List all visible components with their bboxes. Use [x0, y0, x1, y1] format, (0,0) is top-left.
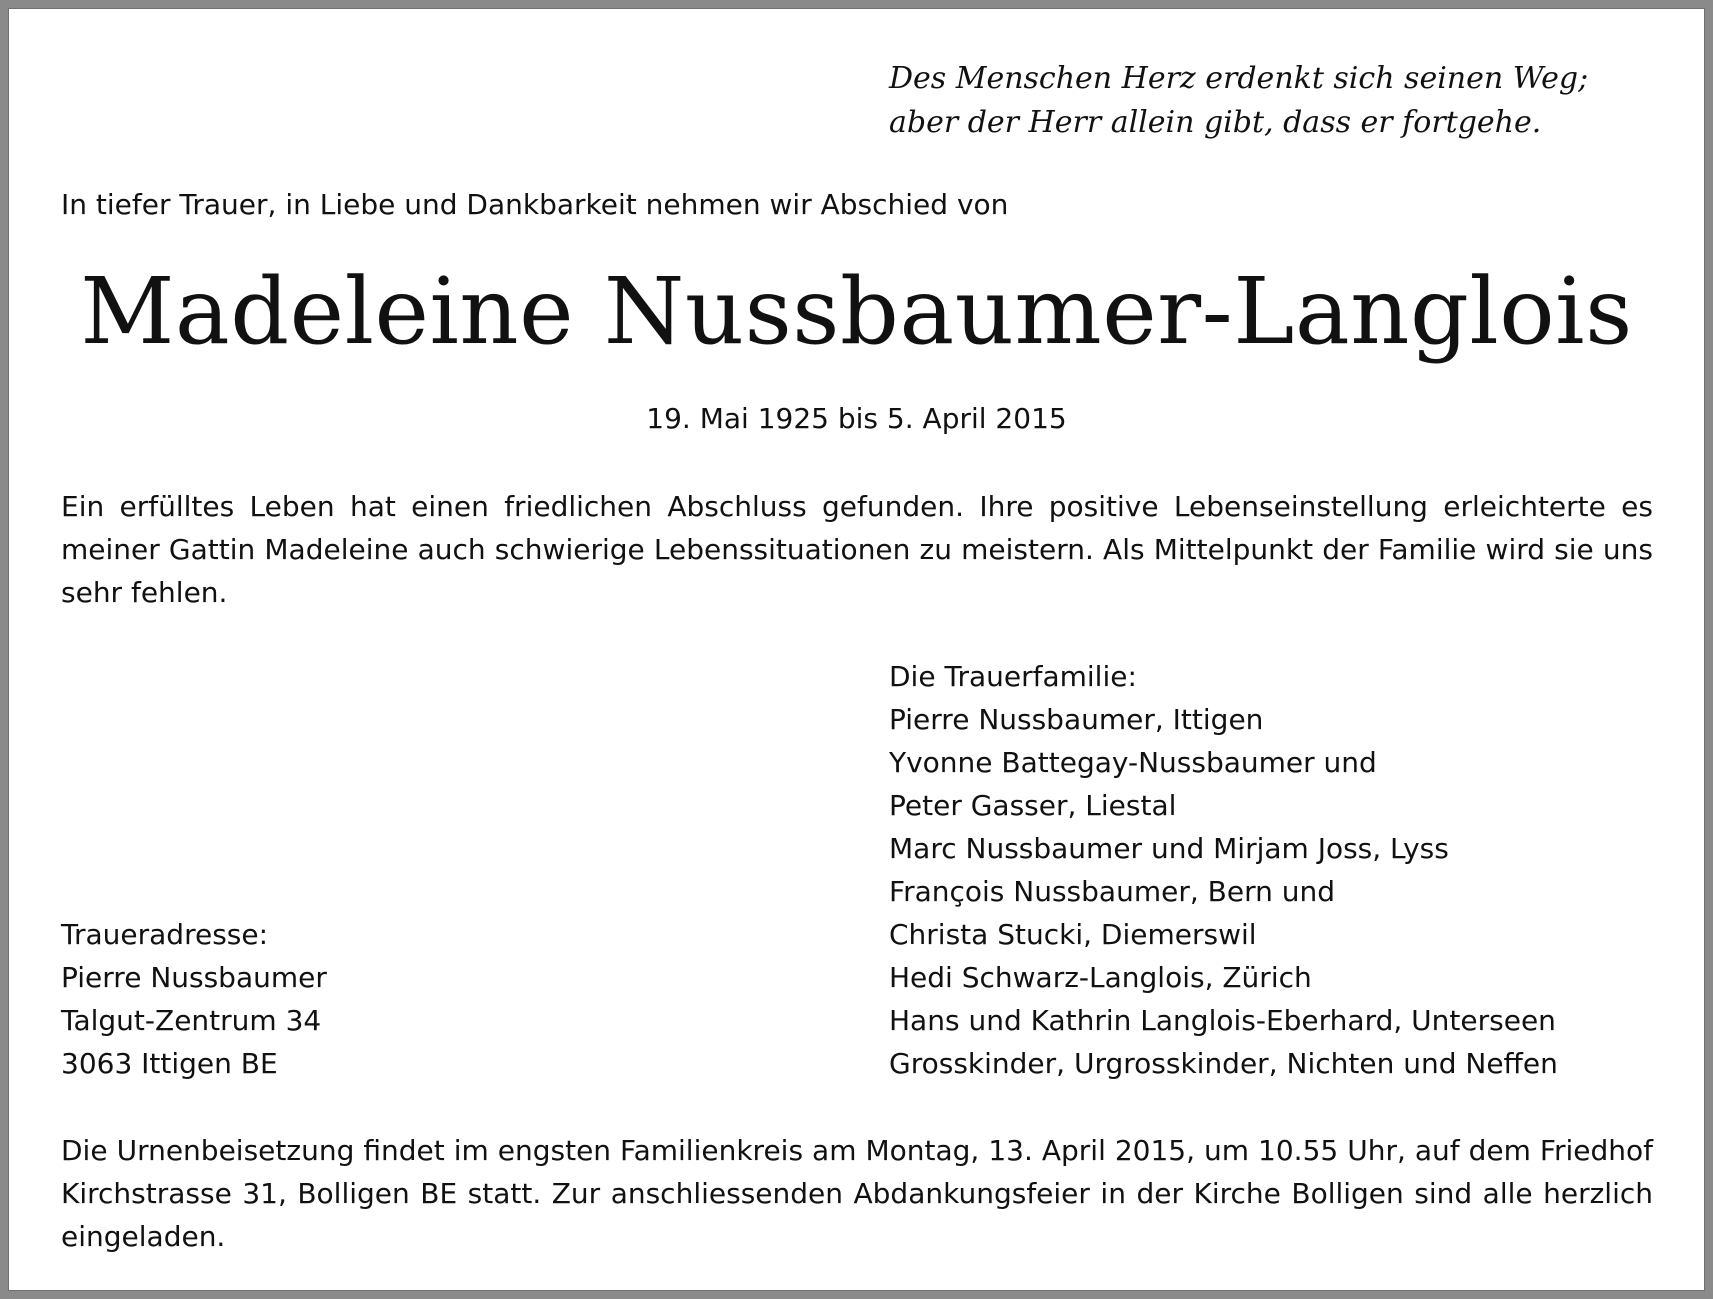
bible-verse-line-1: Des Menschen Herz erdenkt sich seinen Weg; — [889, 61, 1589, 96]
family-member-line: Hans und Kathrin Langlois-Eberhard, Unterseen — [889, 1004, 1556, 1037]
family-member-line: Grosskinder, Urgrosskinder, Nichten und Neffen — [889, 1047, 1558, 1080]
family-member-line: Christa Stucki, Diemerswil — [889, 918, 1257, 951]
family-member-line: Yvonne Battegay-Nussbaumer und — [889, 746, 1377, 779]
family-member-line: Pierre Nussbaumer, Ittigen — [889, 703, 1264, 736]
address-line: 3063 Ittigen BE — [61, 1047, 278, 1080]
bible-verse-line-2: aber der Herr allein gibt, dass er fortgehe. — [889, 105, 1542, 140]
deceased-name: Madeleine Nussbaumer-Langlois — [80, 258, 1633, 365]
family-member-line: Hedi Schwarz-Langlois, Zürich — [889, 961, 1312, 994]
family-member-line: François Nussbaumer, Bern und — [889, 875, 1336, 908]
funeral-details-paragraph: Die Urnenbeisetzung findet im engsten Familienkreis am Montag, 13. April 2015, um 10.55 Uhr, auf dem Friedhof Kirchstrasse 31, Bolligen BE statt. Zur anschliessenden Abdankungsfeier in der Kirche Bolligen sind alle herzlich eingeladen. — [61, 1134, 1653, 1253]
mourning-address — [61, 913, 327, 1085]
tribute-paragraph: Ein erfülltes Leben hat einen friedlichen Abschluss gefunden. Ihre positive Lebenseinstellung erleichterte es meiner Gattin Madeleine auch schwierige Lebenssituationen zu meistern. Als Mittelpunkt der Familie wird sie uns sehr fehlen. — [61, 490, 1653, 609]
mourning-address-heading: Traueradresse: — [61, 918, 269, 951]
mourning-family-heading: Die Trauerfamilie: — [889, 660, 1137, 693]
address-line: Pierre Nussbaumer — [61, 961, 327, 994]
bible-verse — [889, 57, 1588, 145]
life-dates: 19. Mai 1925 bis 5. April 2015 — [646, 402, 1067, 435]
address-line: Talgut-Zentrum 34 — [61, 1004, 322, 1037]
obituary-notice — [8, 8, 1705, 1291]
intro-line: In tiefer Trauer, in Liebe und Dankbarkeit nehmen wir Abschied von — [61, 188, 1009, 221]
family-member-line: Peter Gasser, Liestal — [889, 789, 1177, 822]
family-member-line: Marc Nussbaumer und Mirjam Joss, Lyss — [889, 832, 1449, 865]
mourning-family-list — [889, 655, 1558, 1085]
